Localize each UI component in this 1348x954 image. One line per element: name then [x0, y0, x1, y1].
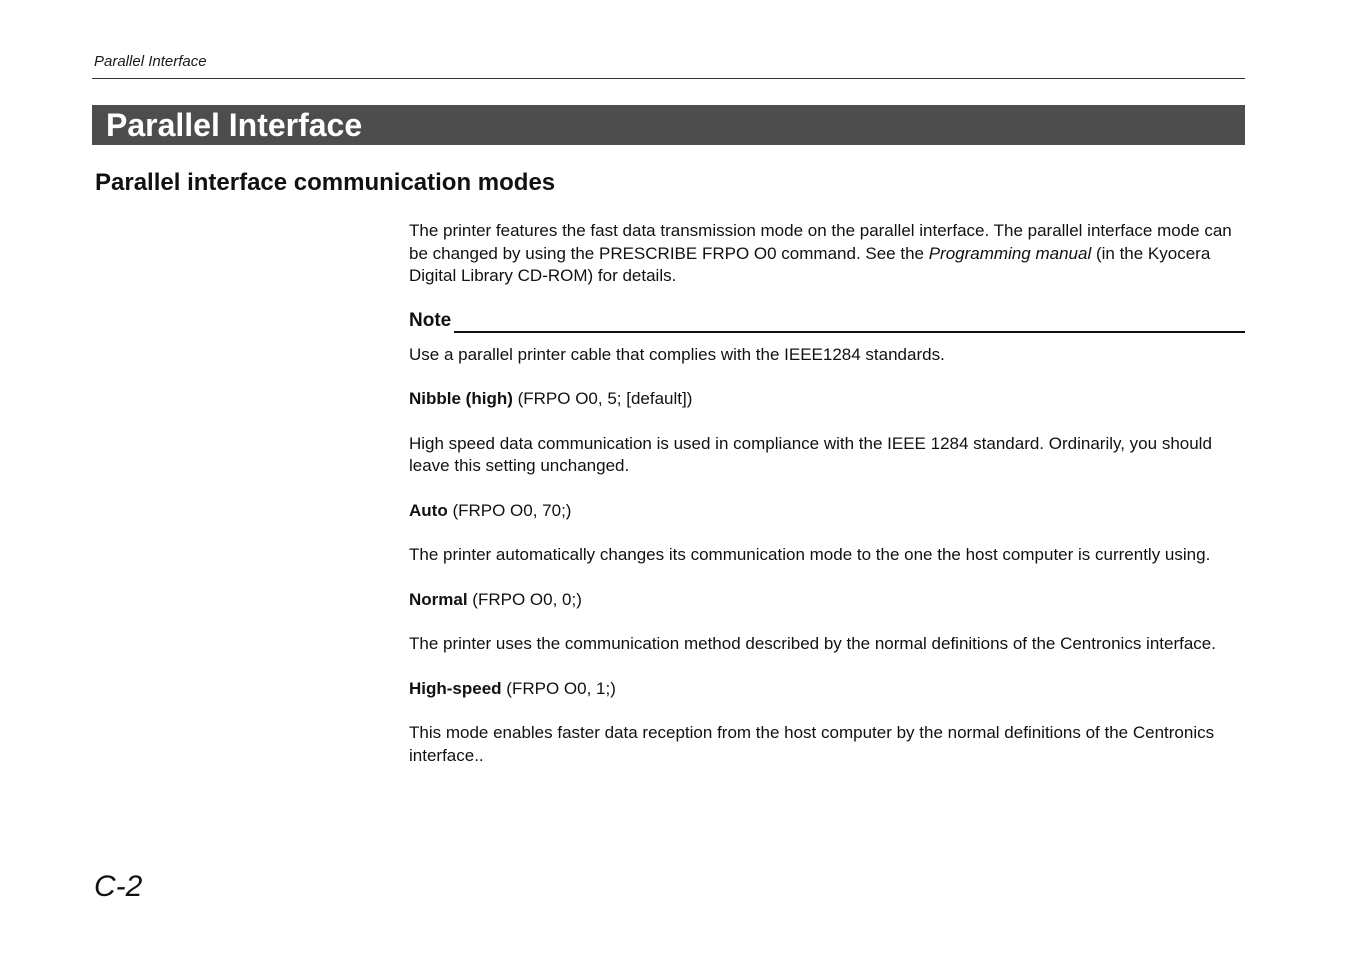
- mode-name: Nibble (high): [409, 389, 513, 408]
- page-number: C-2: [94, 870, 143, 903]
- mode-description-nibble: High speed data communication is used in compliance with the IEEE 1284 standard. Ordinarily, you should leave this setting unchanged.: [409, 433, 1212, 475]
- mode-command: (FRPO O0, 70;): [447, 500, 572, 520]
- section-heading: Parallel interface communication modes: [95, 169, 556, 196]
- intro-text-part1: The printer features the fast data transmission mode on the parallel interface. The parallel interface mode can be changed by using the PRESCRIBE FRPO O0 command. See the: [409, 221, 1232, 263]
- content-column: [409, 220, 1245, 789]
- note-body: Use a parallel printer cable that complies with the IEEE1284 standards.: [409, 344, 945, 364]
- mode-command: (FRPO O0, 0;): [467, 589, 582, 609]
- mode-description-normal: The printer uses the communication method described by the normal definitions of the Centronics interface.: [409, 634, 1216, 653]
- mode-name: Normal: [409, 589, 468, 609]
- mode-command: (FRPO O0, 5; [default]): [512, 389, 693, 408]
- page-title: Parallel Interface: [106, 107, 363, 143]
- running-header: Parallel Interface: [94, 53, 207, 70]
- mode-title-nibble: [409, 388, 1245, 411]
- mode-title-normal: [409, 589, 1245, 612]
- note-label: Note: [409, 309, 452, 331]
- mode-title-high-speed: [409, 678, 1245, 701]
- mode-description-high-speed: This mode enables faster data reception from the host computer by the normal definitions of the Centronics interface..: [409, 723, 1215, 765]
- mode-title-auto: [409, 500, 1245, 523]
- intro-text-part2: (in the Kyocera Digital Library CD-ROM) for details.: [409, 243, 1211, 285]
- mode-command: (FRPO O0, 1;): [501, 678, 616, 698]
- mode-name: High-speed: [409, 678, 502, 698]
- programming-manual-reference: Programming manual: [928, 243, 1092, 263]
- title-bar: [92, 105, 1245, 145]
- header-rule: [92, 78, 1245, 79]
- note-heading: [409, 310, 1245, 336]
- note-rule: [454, 331, 1245, 333]
- mode-name: Auto: [409, 500, 448, 520]
- mode-description-auto: The printer automatically changes its communication mode to the one the host computer is currently using.: [409, 545, 1211, 564]
- intro-paragraph: [409, 220, 1245, 288]
